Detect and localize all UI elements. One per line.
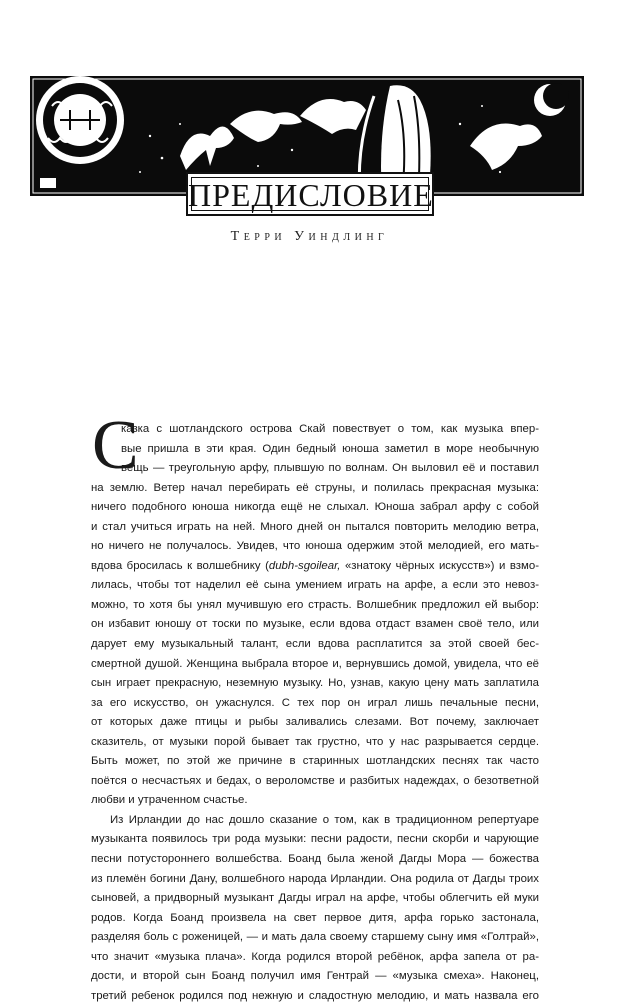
runic-circle-ornament xyxy=(36,76,124,164)
text-line: Быть может, по этой же причине в старинных шотландских песнях так часто xyxy=(91,755,539,768)
text-line: что значит «музыка плача». Когда родился второй ребёнок, арфа запела от ра- xyxy=(91,950,539,963)
text-line: но ничего не получалось. Увидев, что юноша одержим этой мелодией, его мать- xyxy=(91,540,539,553)
text-line: дарует ему музыкальный талант, если вдова расплатится за этой своей бес- xyxy=(91,638,539,651)
text-line: лилась, чтобы тот наделил её сына умением играть на арфе, а если это невоз- xyxy=(91,579,539,592)
author-name: Терри Уиндлинг xyxy=(230,229,389,244)
text-line: из племён богини Дану, волшебного народа Ирландии. Она родила от Дагды троих xyxy=(91,872,539,885)
text-line: ничего подобного юноша никогда ещё не слыхал. Юноша забрал арфу с собой xyxy=(91,501,539,514)
text-line: вые пришла в эти края. Один бедный юноша заметил в море необычную xyxy=(121,442,539,455)
text-line: смертной душой. Женщина выбрала второе и, вернувшись домой, увидела, что её xyxy=(91,657,539,670)
title-plaque xyxy=(186,172,434,216)
gaelic-term: dubh-sgoilear, xyxy=(268,559,341,572)
text-line: вдова бросилась к волшебнику (dubh-sgoilear, «знатоку чёрных искусств») и взмо- xyxy=(91,559,539,572)
text-line: и стал учиться играть на ней. Много дней он пытался повторить мелодию ветра, xyxy=(91,520,539,533)
text-line: Из Ирландии до нас дошло сказание о том, как в традиционном репертуаре xyxy=(110,813,539,826)
text-line: сын играет прекрасную, неземную музыку. Но, узнав, какую цену мать заплатила xyxy=(91,677,539,690)
text-line: вещь — треугольную арфу, плывшую по волнам. Он выловил её и поставил xyxy=(121,462,539,475)
body-text xyxy=(91,420,539,1006)
text-line: третий ребенок родился под нежную и сладостную мелодию, и мать назвала его xyxy=(91,989,539,1002)
paragraph-2 xyxy=(91,811,539,1006)
text-line: он избавит юношу от тоски по музыке, если вдова отдаст взамен своё тело, или xyxy=(91,618,539,631)
text-line: поётся о несчастьях и бедах, о вероломстве и разбитых надеждах, о безответной xyxy=(91,774,539,787)
text-line: любви и утраченном счастье. xyxy=(91,794,248,807)
paragraph-1 xyxy=(91,420,539,811)
text-line: можно, то хотя бы унял мучившую его страсть. Волшебник предложил ей выбор: xyxy=(91,598,539,611)
drop-cap-letter: С xyxy=(92,407,139,484)
artist-monogram xyxy=(40,178,56,188)
text-line: родов. Когда Боанд произвела на свет первое дитя, арфа горько застонала, xyxy=(91,911,539,924)
page-title: ПРЕДИСЛОВИЕ xyxy=(188,177,434,213)
text-line: музыканта появилось три рода музыки: песни радости, песни скорби и чарующие xyxy=(91,833,539,846)
text-line: от которых даже птицы и рыбы заливались слезами. Вот почему, заключает xyxy=(91,716,539,729)
text-line: дости, и второй сын Боанд получил имя Гентрай — «музыка смеха». Наконец, xyxy=(91,970,539,983)
text-line: на землю. Ветер начал перебирать её струны, и полилась прекрасная музыка: xyxy=(91,481,539,494)
text-line: за его искусство, он ужаснулся. С тех пор он играл лишь печальные песни, xyxy=(91,696,539,709)
text-line: казка с шотландского острова Скай повествует о том, как музыка впер- xyxy=(121,423,539,435)
text-line: песни потустороннего волшебства. Боанд была женой Дагды Мора — божества xyxy=(91,853,539,866)
text-line: сыновей, а придворный музыкант Дагды играл на арфе, чтобы облегчить ей муки xyxy=(91,892,539,905)
text-line: сказитель, от музыки порой бывает так грустно, что у нас разрывается сердце. xyxy=(91,735,539,748)
text-line: разделяя боль с роженицей, — и мать дала своему старшему сыну имя «Голтрай», xyxy=(91,931,539,944)
